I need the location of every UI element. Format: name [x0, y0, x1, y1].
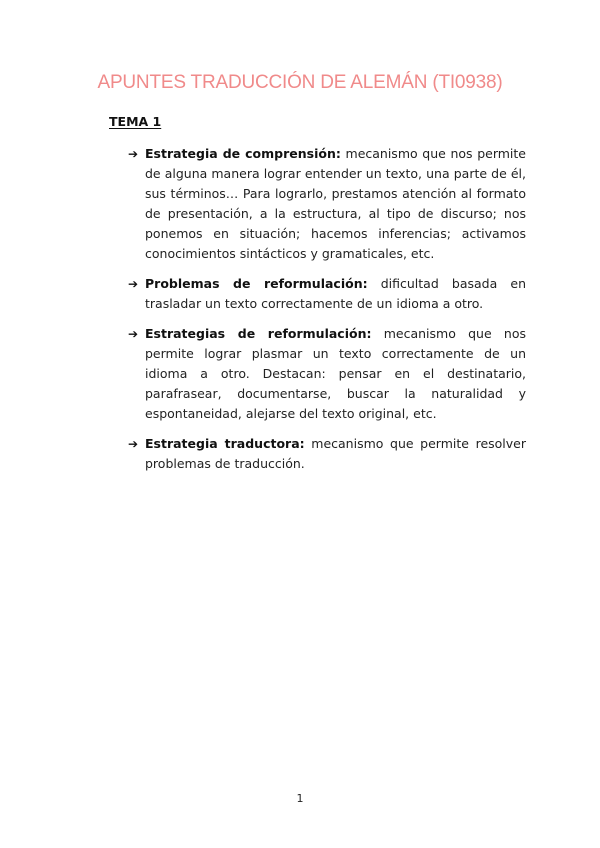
definition-text: mecanismo que permite resolver problemas de traducción.: [145, 436, 526, 471]
definition-text: mecanismo que nos permite de alguna manera lograr entender un texto, una parte de él, sus términos… Para lograrlo, prestamos atención al formato de presentación, a la estructura, al tipo de discurso; nos ponemos en situación; hacemos inferencias; activamos conocimientos sintácticos y gramaticales, etc.: [145, 146, 526, 261]
arrow-right-icon: ➔: [128, 327, 139, 341]
arrow-right-icon: ➔: [128, 147, 139, 161]
definition-term: Estrategia traductora:: [145, 436, 305, 451]
page-number: 1: [296, 792, 304, 805]
definition-term: Problemas de reformulación:: [145, 276, 368, 291]
arrow-right-icon: ➔: [128, 277, 139, 291]
list-item: [128, 324, 526, 424]
list-item: [128, 274, 526, 314]
arrow-right-icon: ➔: [128, 437, 139, 451]
list-item: [128, 434, 526, 474]
definition-text: mecanismo que nos permite lograr plasmar un texto correctamente de un idioma a otro. Destacan: pensar en el destinatario, parafrasear, documentarse, buscar la naturalidad y espontaneidad, alejarse del texto original, etc.: [145, 326, 526, 421]
definition-list: [128, 144, 526, 484]
section-heading: TEMA 1: [109, 114, 162, 129]
definition-text: dificultad basada en trasladar un texto correctamente de un idioma a otro.: [145, 276, 526, 311]
list-item: [128, 144, 526, 264]
definition-term: Estrategia de comprensión:: [145, 146, 341, 161]
document-title: APUNTES TRADUCCIÓN DE ALEMÁN (TI0938): [97, 72, 503, 93]
definition-term: Estrategias de reformulación:: [145, 326, 372, 341]
